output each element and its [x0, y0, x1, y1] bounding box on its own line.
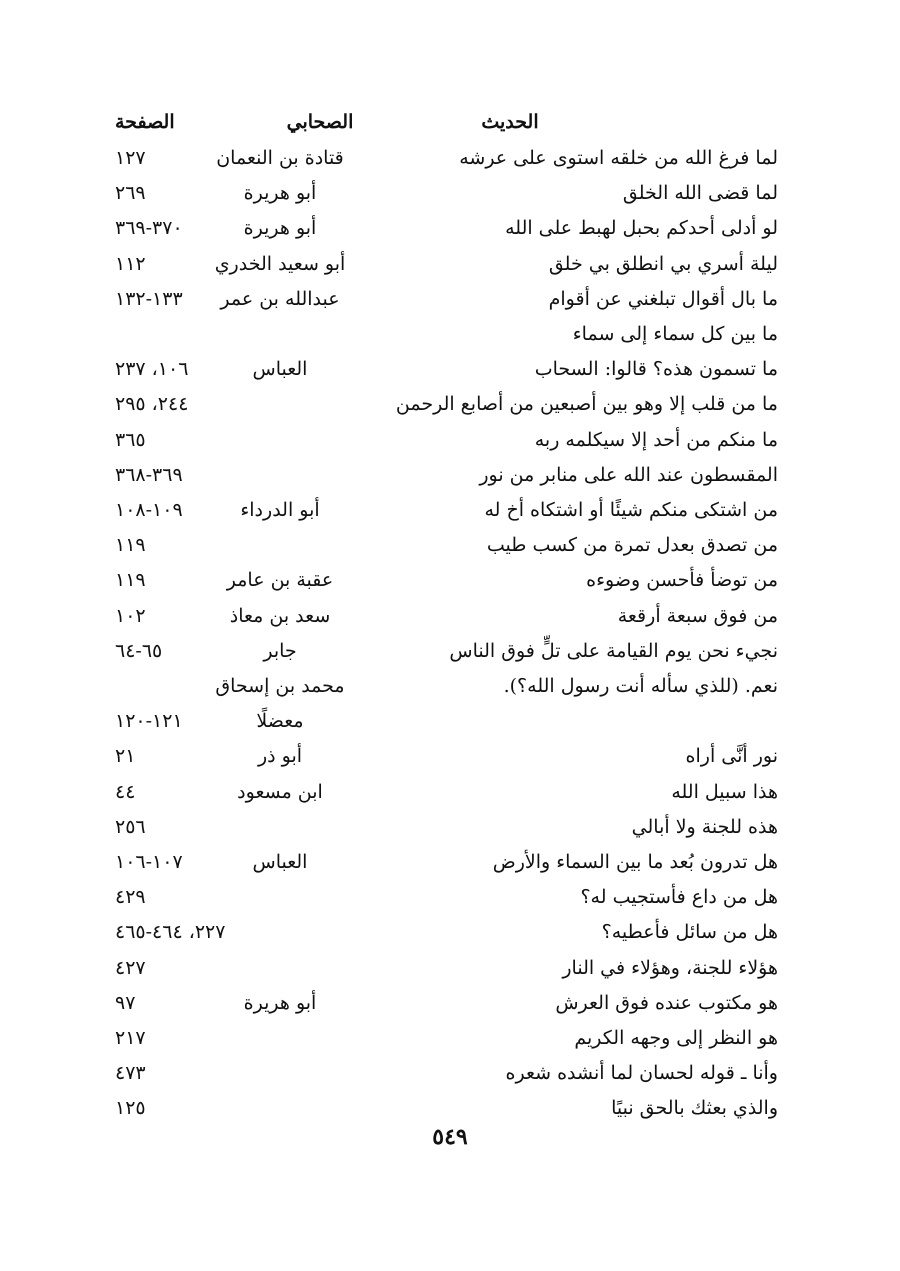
page-ref: ٣٦٥: [115, 429, 146, 451]
sahabi-name: عقبة بن عامر: [226, 569, 334, 591]
hadith-text: من فوق سبعة أرقعة: [617, 605, 778, 627]
page-ref: ١٠٦، ٢٣٧: [115, 358, 189, 380]
table-row: [0, 1020, 900, 1056]
page-ref: ٢٤٤، ٢٩٥: [115, 393, 189, 415]
table-row: [0, 844, 900, 880]
sahabi-name: أبو ذر: [257, 745, 303, 767]
page-ref: ٢٥٦: [115, 816, 146, 838]
hadith-text: ما من قلب إلا وهو بين أصبعين من أصابع الرحمن: [395, 393, 778, 415]
table-row: [0, 598, 900, 634]
header-sahabi: الصحابي: [286, 111, 354, 133]
table-row: [0, 351, 900, 387]
page-ref: ٤٤: [115, 781, 136, 803]
page-ref: ٤٢٧: [115, 957, 146, 979]
sahabi-name: العباس: [252, 358, 308, 380]
hadith-text: هذا سبيل الله: [671, 781, 778, 803]
page-ref: ٤٢٩: [115, 886, 146, 908]
header-hadith: الحديث: [481, 111, 539, 133]
table-row: [0, 703, 900, 739]
sahabi-name: أبو هريرة: [243, 217, 317, 239]
table-row: [0, 879, 900, 915]
page-ref: ١٠٢: [115, 605, 146, 627]
hadith-text: نعم. (للذي سأله أنت رسول الله؟).: [503, 675, 778, 697]
table-header: [0, 104, 900, 140]
hadith-text: هل تدرون بُعد ما بين السماء والأرض: [492, 851, 778, 873]
page-ref: ٤٧٣: [115, 1062, 146, 1084]
hadith-text: وأنا ـ قوله لحسان لما أنشده شعره: [505, 1062, 778, 1084]
page-ref: ٩٧: [115, 992, 136, 1014]
page-ref: ٢٦٩: [115, 182, 146, 204]
table-row: [0, 1090, 900, 1126]
hadith-text: ما تسمون هذه؟ قالوا: السحاب: [534, 358, 778, 380]
hadith-text: هو مكتوب عنده فوق العرش: [555, 992, 778, 1014]
page-ref: ١٢٧: [115, 147, 146, 169]
table-row: [0, 633, 900, 669]
table-row: [0, 914, 900, 950]
hadith-text: نجيء نحن يوم القيامة على تلٍّ فوق الناس: [449, 640, 778, 662]
table-row: [0, 316, 900, 352]
sahabi-name: معضلًا: [256, 710, 304, 732]
sahabi-name: العباس: [252, 851, 308, 873]
sahabi-name: أبو سعيد الخدري: [214, 253, 346, 275]
hadith-text: هذه للجنة ولا أبالي: [631, 816, 778, 838]
hadith-text: ما بين كل سماء إلى سماء: [572, 323, 778, 345]
page-ref: ١١٩: [115, 534, 146, 556]
table-row: [0, 668, 900, 704]
hadith-text: لو أدلى أحدكم بحبل لهبط على الله: [505, 217, 778, 239]
page-ref: ٢١٧: [115, 1027, 146, 1049]
table-row: [0, 210, 900, 246]
page-ref: ٢٢٧، ٤٦٤-٤٦٥: [115, 921, 226, 943]
table-row: [0, 140, 900, 176]
page-ref: ١١٩: [115, 569, 146, 591]
table-row: [0, 1055, 900, 1091]
table-row: [0, 562, 900, 598]
hadith-text: والذي بعثك بالحق نبيًا: [611, 1097, 778, 1119]
hadith-text: ليلة أسري بي انطلق بي خلق: [548, 253, 778, 275]
sahabi-name: ابن مسعود: [237, 781, 323, 803]
sahabi-name: أبو هريرة: [243, 992, 317, 1014]
table-row: [0, 281, 900, 317]
page-ref: ١٢١-١٢٠: [115, 710, 183, 732]
sahabi-name: قتادة بن النعمان: [216, 147, 344, 169]
table-row: [0, 950, 900, 986]
sahabi-name: سعد بن معاذ: [229, 605, 331, 627]
hadith-text: من اشتكى منكم شيئًا أو اشتكاه أخ له: [484, 499, 778, 521]
hadith-text: من تصدق بعدل تمرة من كسب طيب: [486, 534, 778, 556]
page-ref: [115, 316, 335, 352]
hadith-text: من توضأ فأحسن وضوءه: [586, 569, 778, 591]
table-row: [0, 809, 900, 845]
sahabi-name: أبو هريرة: [243, 182, 317, 204]
table-row: [0, 386, 900, 422]
page-number: ٥٤٩: [432, 1124, 468, 1150]
table-row: [0, 246, 900, 282]
page-ref: ٢١: [115, 745, 136, 767]
table-row: [0, 492, 900, 528]
sahabi-name: عبدالله بن عمر: [220, 288, 340, 310]
sahabi-name: جابر: [263, 640, 297, 662]
page-ref: ٣٧٠-٣٦٩: [115, 217, 183, 239]
hadith-text: نور أنَّى أراه: [685, 745, 778, 767]
hadith-text: لما فرغ الله من خلقه استوى على عرشه: [459, 147, 778, 169]
table-row: [0, 175, 900, 211]
hadith-text: هو النظر إلى وجهه الكريم: [574, 1027, 778, 1049]
table-row: [0, 422, 900, 458]
page-ref: ١١٢: [115, 253, 146, 275]
hadith-text: هل من داع فأستجيب له؟: [580, 886, 778, 908]
page-ref: ١٠٧-١٠٦: [115, 851, 183, 873]
table-row: [0, 457, 900, 493]
page-ref: ١٣٣-١٣٢: [115, 288, 183, 310]
table-row: [0, 738, 900, 774]
sahabi-name: أبو الدرداء: [240, 499, 320, 521]
table-row: [0, 985, 900, 1021]
page-ref: [115, 668, 335, 704]
table-row: [0, 774, 900, 810]
page-ref: ٦٥-٦٤: [115, 640, 163, 662]
hadith-text: المقسطون عند الله على منابر من نور: [479, 464, 778, 486]
hadith-text: لما قضى الله الخلق: [622, 182, 778, 204]
hadith-text: ما بال أقوال تبلغني عن أقوام: [548, 288, 778, 310]
sahabi-name: محمد بن إسحاق: [215, 675, 345, 697]
hadith-text: هل من سائل فأعطيه؟: [601, 921, 778, 943]
hadith-text: ما منكم من أحد إلا سيكلمه ربه: [534, 429, 778, 451]
hadith-text: هؤلاء للجنة، وهؤلاء في النار: [562, 957, 778, 979]
page-ref: ١٠٩-١٠٨: [115, 499, 183, 521]
table-row: [0, 527, 900, 563]
page-ref: ٣٦٩-٣٦٨: [115, 464, 183, 486]
page-ref: ١٢٥: [115, 1097, 146, 1119]
header-page: الصفحة: [115, 111, 175, 133]
hadith-text: [398, 703, 778, 739]
